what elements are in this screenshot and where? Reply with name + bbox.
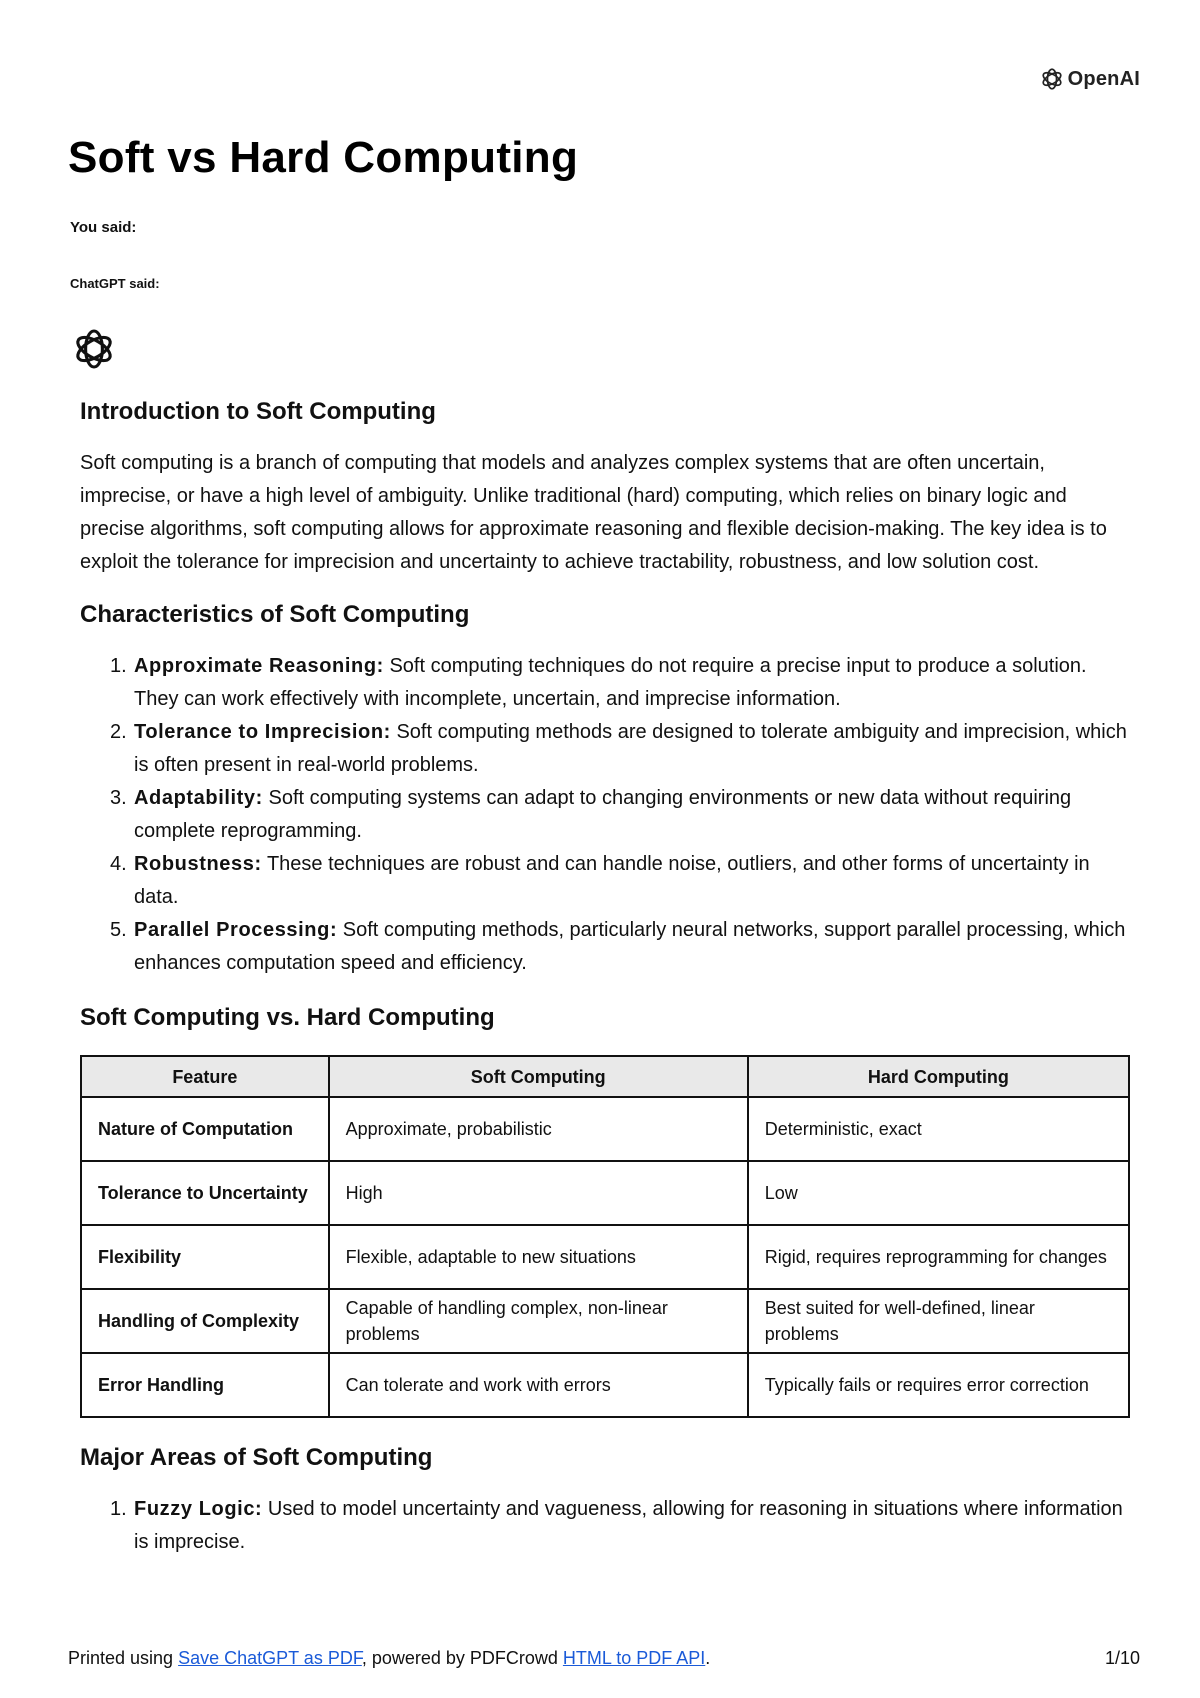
item-text: These techniques are robust and can handle noise, outliers, and other forms of uncertainty in data. <box>134 853 1090 908</box>
column-header: Hard Computing <box>748 1056 1129 1097</box>
page-title: Soft vs Hard Computing <box>68 133 579 182</box>
save-chatgpt-pdf-link[interactable]: Save ChatGPT as PDF <box>178 1648 362 1668</box>
item-text: Soft computing methods are designed to tolerate ambiguity and imprecision, which is often present in real-world problems. <box>134 721 1127 776</box>
table-row <box>81 1097 1129 1161</box>
page-number: 1/10 <box>1104 1648 1140 1668</box>
item-label: Tolerance to Imprecision: <box>134 721 391 743</box>
item-label: Robustness: <box>134 853 262 875</box>
column-header: Feature <box>81 1056 329 1097</box>
you-said-label: You said: <box>70 219 137 236</box>
hard-cell: Low <box>748 1161 1129 1225</box>
list-item: 2. Tolerance to Imprecision: Soft computing methods are designed to tolerate ambiguity and imprecision, which is often present in real-world problems. <box>110 721 1127 776</box>
item-label: Approximate Reasoning: <box>134 655 384 677</box>
feature-cell: Error Handling <box>81 1353 329 1417</box>
item-label: Parallel Processing: <box>134 919 338 941</box>
hard-cell: Deterministic, exact <box>748 1097 1129 1161</box>
item-text: Soft computing techniques do not require a precise input to produce a solution. They can work effectively with incomplete, uncertain, and imprecise information. <box>134 655 1087 710</box>
feature-cell: Tolerance to Uncertainty <box>81 1161 329 1225</box>
footer-credit: Printed using Save ChatGPT as PDF, powered by PDFCrowd HTML to PDF API. <box>68 1648 711 1668</box>
table-row <box>81 1353 1129 1417</box>
hard-cell: Typically fails or requires error correction <box>748 1353 1129 1417</box>
list-item: 1. Fuzzy Logic: Used to model uncertainty and vagueness, allowing for reasoning in situations where information is imprecise. <box>110 1498 1123 1553</box>
column-header: Soft Computing <box>329 1056 748 1097</box>
item-label: Adaptability: <box>134 787 263 809</box>
html-to-pdf-api-link[interactable]: HTML to PDF API <box>562 1648 706 1668</box>
intro-heading: Introduction to Soft Computing <box>80 398 436 425</box>
soft-cell: Capable of handling complex, non-linear problems <box>329 1289 748 1353</box>
openai-brand <box>1039 66 1140 92</box>
table-row <box>81 1289 1129 1353</box>
list-item: 4. Robustness: These techniques are robust and can handle noise, outliers, and other forms of uncertainty in data. <box>110 853 1090 908</box>
characteristics-heading: Characteristics of Soft Computing <box>80 601 470 628</box>
soft-cell: Can tolerate and work with errors <box>329 1353 748 1417</box>
hard-cell: Rigid, requires reprogramming for changes <box>748 1225 1129 1289</box>
openai-logo-icon <box>1039 66 1065 92</box>
print-footer <box>68 1648 1140 1669</box>
response-content <box>80 398 1130 1559</box>
feature-cell: Nature of Computation <box>81 1097 329 1161</box>
comparison-table <box>80 1055 1130 1418</box>
item-label: Fuzzy Logic: <box>134 1498 263 1520</box>
major-areas-list <box>80 1493 1130 1559</box>
intro-paragraph: Soft computing is a branch of computing that models and analyzes complex systems that are often uncertain, imprecise, or have a high level of ambiguity. Unlike traditional (hard) computing, which relies on binary logic and precise algorithms, soft computing allows for approximate reasoning and flexible decision-making. The key idea is to exploit the tolerance for imprecision and uncertainty to achieve tractability, robustness, and low solution cost. <box>80 452 1107 573</box>
hard-cell: Best suited for well-defined, linear problems <box>748 1289 1129 1353</box>
list-item: 1. Approximate Reasoning: Soft computing techniques do not require a precise input to produce a solution. They can work effectively with incomplete, uncertain, and imprecise information. <box>110 655 1087 710</box>
item-text: Used to model uncertainty and vagueness, allowing for reasoning in situations where information is imprecise. <box>134 1498 1123 1553</box>
feature-cell: Handling of Complexity <box>81 1289 329 1353</box>
list-item: 5. Parallel Processing: Soft computing methods, particularly neural networks, support parallel processing, which enhances computation speed and efficiency. <box>110 919 1126 974</box>
chatgpt-logo-icon <box>70 325 118 373</box>
item-text: Soft computing systems can adapt to changing environments or new data without requiring complete reprogramming. <box>134 787 1072 842</box>
brand-name: OpenAI <box>1067 67 1140 90</box>
table-row <box>81 1225 1129 1289</box>
soft-cell: Flexible, adaptable to new situations <box>329 1225 748 1289</box>
feature-cell: Flexibility <box>81 1225 329 1289</box>
soft-cell: Approximate, probabilistic <box>329 1097 748 1161</box>
table-header-row <box>81 1056 1129 1097</box>
comparison-heading: Soft Computing vs. Hard Computing <box>80 1004 495 1031</box>
list-item: 3. Adaptability: Soft computing systems can adapt to changing environments or new data without requiring complete reprogramming. <box>110 787 1072 842</box>
chatgpt-said-label: ChatGPT said: <box>70 276 160 291</box>
item-text: Soft computing methods, particularly neural networks, support parallel processing, which enhances computation speed and efficiency. <box>134 919 1126 974</box>
soft-cell: High <box>329 1161 748 1225</box>
major-areas-heading: Major Areas of Soft Computing <box>80 1444 433 1471</box>
characteristics-list <box>80 650 1130 980</box>
table-row <box>81 1161 1129 1225</box>
